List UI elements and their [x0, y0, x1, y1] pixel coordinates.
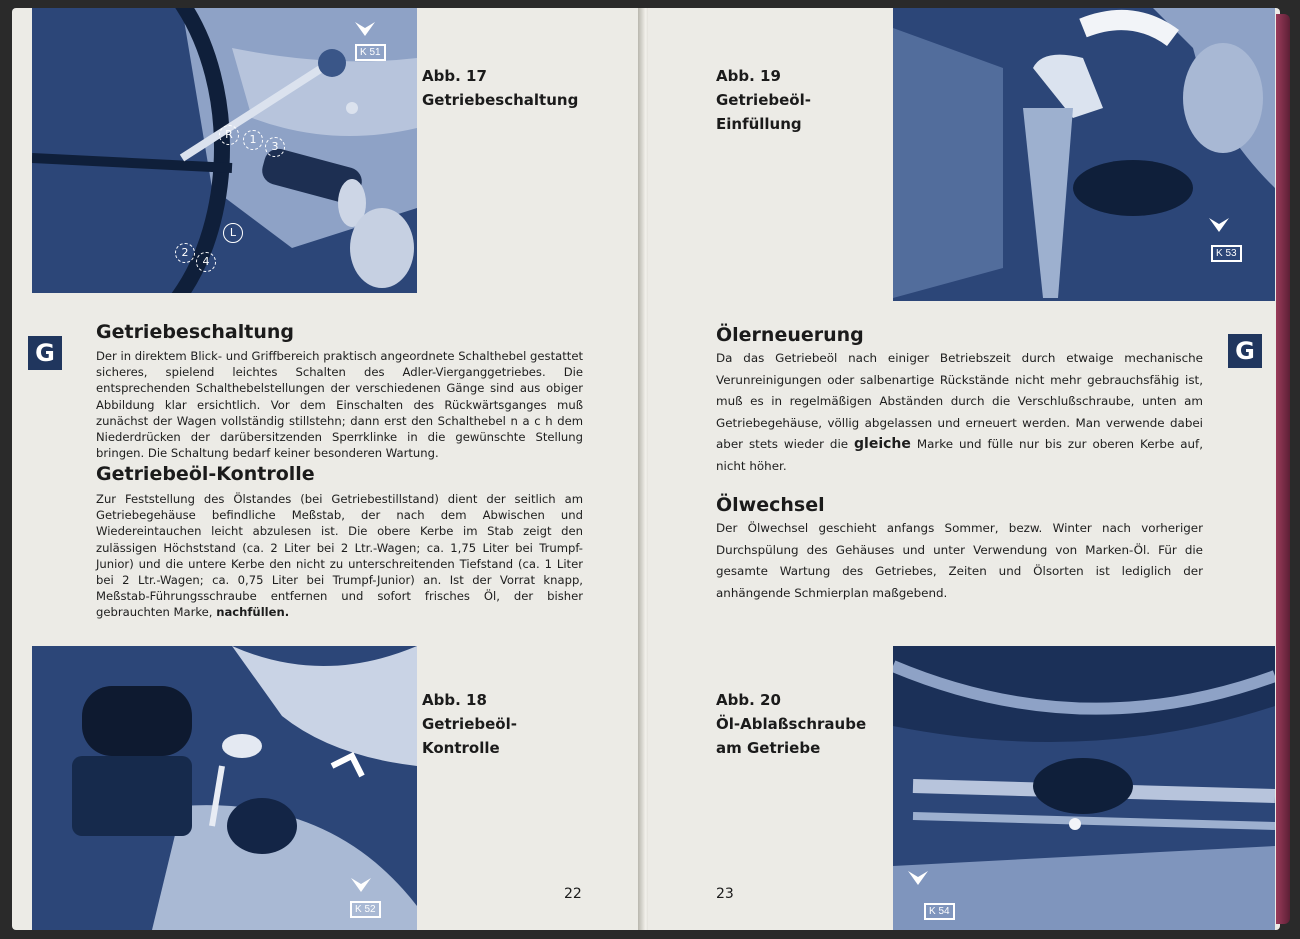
- gear-label-2: 2: [175, 243, 195, 263]
- section-heading: Ölwechsel: [716, 494, 825, 516]
- caption-title: Öl-Ablaßschraube: [716, 715, 867, 733]
- body-emphasis: gleiche: [854, 436, 911, 452]
- page-edge: [1276, 14, 1290, 924]
- section-body: [716, 348, 1203, 477]
- gear-label-r: R: [219, 125, 239, 145]
- caption-title: Getriebeöl-: [716, 91, 811, 109]
- caption-number: Abb. 19: [716, 67, 781, 85]
- caption-title: Kontrolle: [422, 739, 500, 757]
- caption-number: Abb. 17: [422, 67, 487, 85]
- figure-20-caption: [716, 688, 866, 760]
- gear-label-1: 1: [243, 130, 263, 150]
- left-page: [12, 8, 642, 930]
- figure-19-photo: [893, 8, 1275, 301]
- caption-title: Getriebeschaltung: [422, 91, 579, 109]
- section-body: [96, 491, 583, 621]
- right-page: [648, 8, 1280, 930]
- gear-label-4: 4: [196, 252, 216, 272]
- drain-plug-illustration: [893, 646, 1275, 930]
- figure-badge: K 51: [355, 44, 386, 61]
- gear-label-l: L: [223, 223, 243, 243]
- caption-number: Abb. 20: [716, 691, 781, 709]
- caption-title: Einfüllung: [716, 115, 802, 133]
- page-number: 22: [564, 886, 582, 902]
- figure-18-caption: [422, 688, 517, 760]
- figure-badge: K 54: [924, 903, 955, 920]
- section-heading: Getriebeöl-Kontrolle: [96, 463, 315, 485]
- caption-title: Getriebeöl-: [422, 715, 517, 733]
- gearbox-dipstick-illustration: [32, 646, 417, 930]
- figure-18-photo: [32, 646, 417, 930]
- section-tab: G: [1228, 334, 1262, 368]
- page-number: 23: [716, 886, 734, 902]
- section-body: Der Ölwechsel geschieht anfangs Sommer, bezw. Winter nach vorheriger Durchspülung des Gehäuses und unter Verwendung von Marken-Öl. Für die gesamte Wartung des Getriebes, Zeiten und Ölsorten ist lediglich der anhängende Schmierplan maßgebend.: [716, 521, 1203, 600]
- body-text: Da das Getriebeöl nach einiger Betriebszeit durch etwaige mechanische Verunreinigungen oder salbenartige Rückstände nicht mehr gebrauchsfähig ist, muß es in regelmäßigen Abständen durch die Verschlußschraube, unten am Getriebegehäuse, völlig abgelassen und erneuert werden. Man verwende dabei aber stets wieder die: [716, 351, 1203, 451]
- figure-17-photo: [32, 8, 417, 293]
- body-text: Marke und fülle nur bis zur oberen Kerbe auf, nicht höher.: [716, 437, 1203, 473]
- figure-badge: K 52: [350, 901, 381, 918]
- section-heading: Getriebeschaltung: [96, 321, 294, 343]
- figure-badge: K 53: [1211, 245, 1242, 262]
- figure-17-caption: [422, 64, 578, 112]
- section-body: Der in direktem Blick- und Griffbereich praktisch angeordnete Schalthebel gestattet sicheres, spielend leichtes Schalten des Adler-Vierganggetriebes. Die entsprechenden Schalthebelstellungen der verschiedenen Gänge sind aus obiger Abbildung klar ersichtlich. Vor dem Einschalten des Rückwärtsganges muß zunächst der Wagen vollständig stillstehn; dann erst den Schalthebel n a c h dem Niederdrücken der darübersitzenden Sperrklinke in die gewünschte Stellung bringen. Die Schaltung bedarf keiner besonderen Wartung.: [96, 349, 583, 461]
- figure-20-photo: [893, 646, 1275, 930]
- gear-label-3: 3: [265, 137, 285, 157]
- section-heading: Ölerneuerung: [716, 324, 864, 346]
- body-emphasis: nachfüllen.: [216, 605, 290, 620]
- section-tab: G: [28, 336, 62, 370]
- body-text: Zur Feststellung des Ölstandes (bei Getriebestillstand) dient der seitlich am Getriebegehäuse befindliche Meßstab, der nach dem Abwischen und Wiedereintauchen leicht abzulesen ist. Die obere Kerbe im Stab zeigt den zulässigen Höchststand (ca. 2 Liter bei 2 Ltr.-Wagen; ca. 1,75 Liter bei Trumpf-Junior) und die untere Kerbe den nicht zu unterschreitenden Tiefstand (ca. 1 Liter bei 2 Ltr.-Wagen; ca. 0,75 Liter bei Trumpf-Junior) an. Ist der Vorrat knapp, Meßstab-Führungsschraube entfernen und sofort frisches Öl, der bisher gebrauchten Marke,: [96, 492, 583, 620]
- caption-title: am Getriebe: [716, 739, 821, 757]
- caption-number: Abb. 18: [422, 691, 487, 709]
- figure-19-caption: [716, 64, 811, 136]
